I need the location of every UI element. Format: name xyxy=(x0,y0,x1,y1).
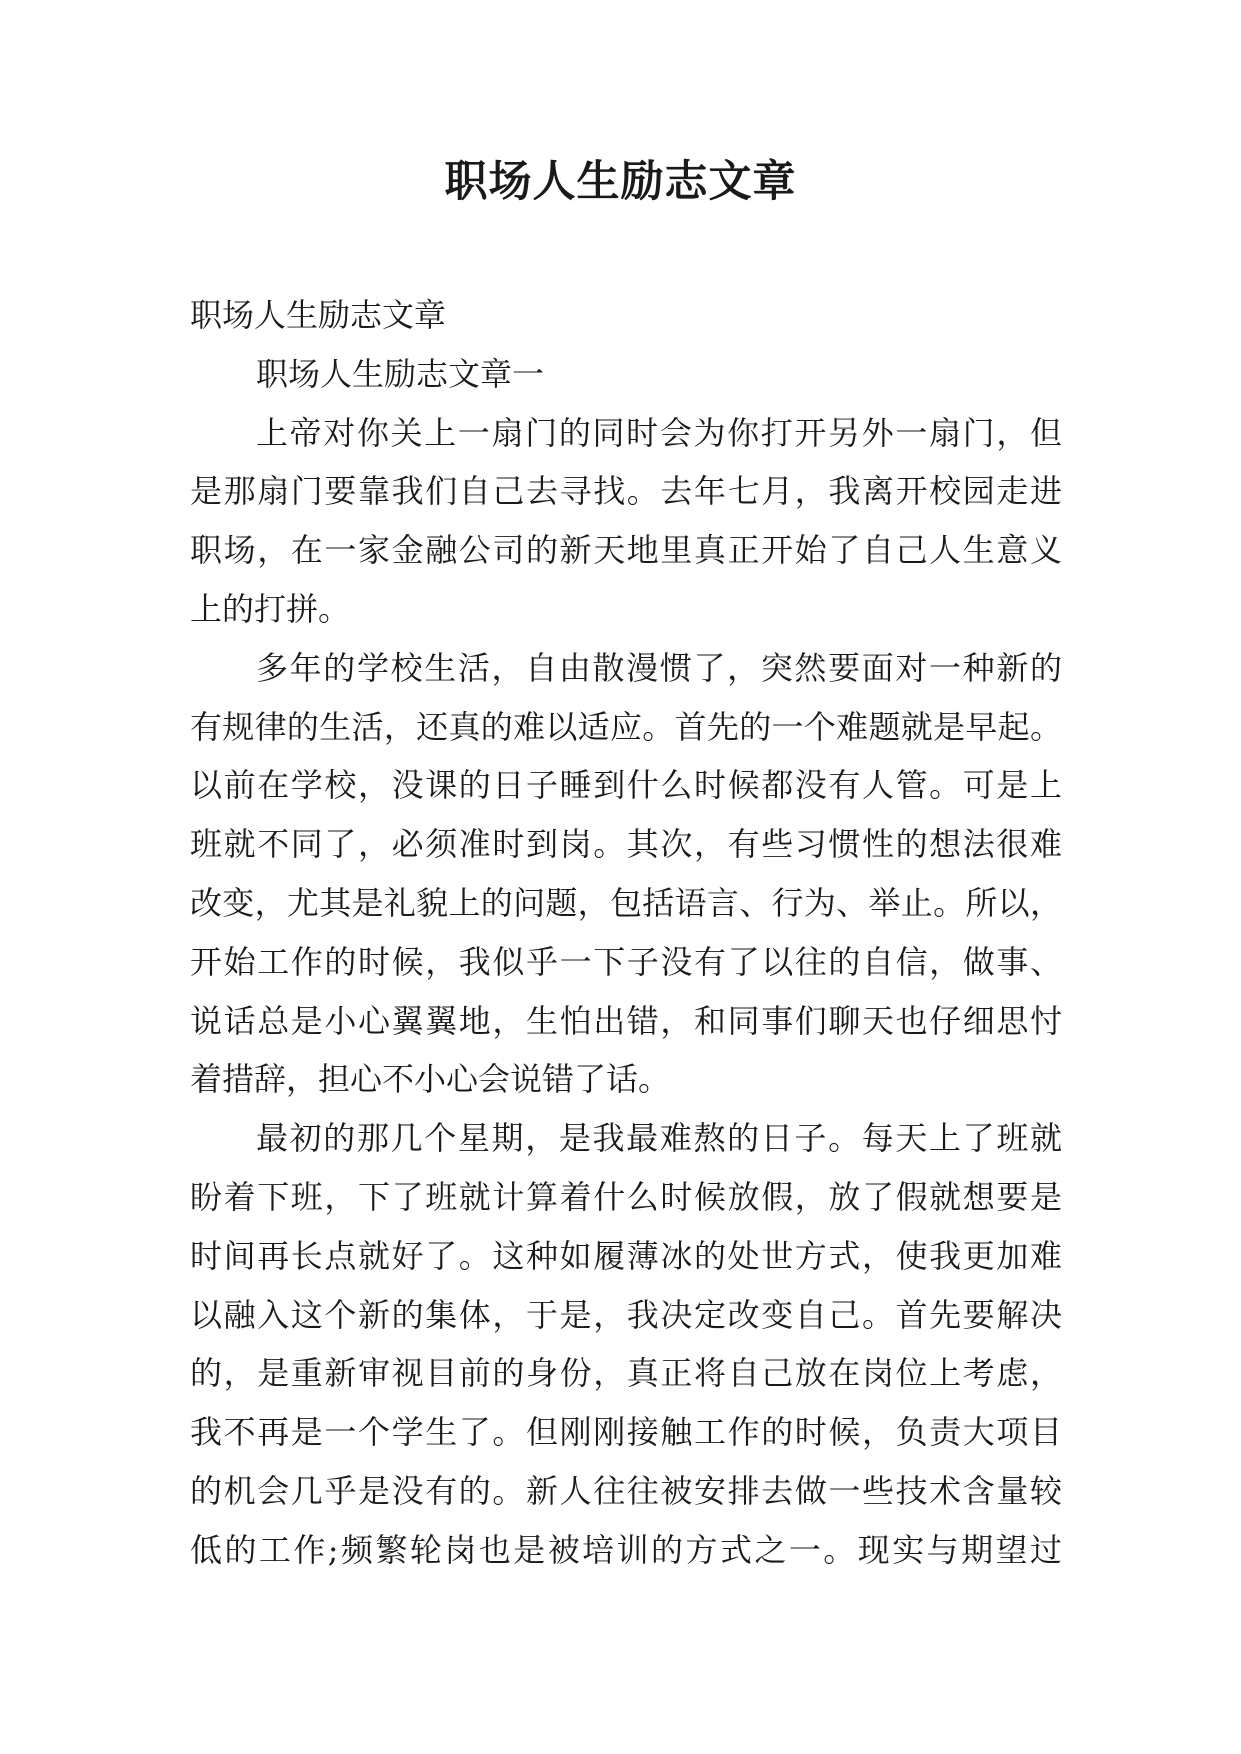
body-line: 职场，在一家金融公司的新天地里真正开始了自己人生意义 xyxy=(190,531,1062,570)
body-line: 上帝对你关上一扇门的同时会为你打开另外一扇门，但 xyxy=(256,413,1062,452)
document-subtitle: 职场人生励志文章 xyxy=(190,296,447,334)
document-body xyxy=(190,286,1062,1580)
body-line: 盼着下班，下了班就计算着什么时候放假，放了假就想要是 xyxy=(190,1177,1062,1216)
body-line: 职场人生励志文章一 xyxy=(256,354,545,393)
body-line: 低的工作;频繁轮岗也是被培训的方式之一。现实与期望过 xyxy=(190,1530,1062,1569)
body-line: 的机会几乎是没有的。新人往往被安排去做一些技术含量较 xyxy=(190,1471,1062,1510)
body-line: 最初的那几个星期，是我最难熬的日子。每天上了班就 xyxy=(256,1119,1062,1158)
body-line: 开始工作的时候，我似乎一下子没有了以往的自信，做事、 xyxy=(190,942,1062,981)
body-line: 我不再是一个学生了。但刚刚接触工作的时候，负责大项目 xyxy=(190,1413,1062,1452)
body-line: 以融入这个新的集体，于是，我决定改变自己。首先要解决 xyxy=(190,1295,1062,1334)
body-line: 改变，尤其是礼貌上的问题，包括语言、行为、举止。所以， xyxy=(190,883,1062,922)
body-line: 是那扇门要靠我们自己去寻找。去年七月，我离开校园走进 xyxy=(190,472,1062,511)
body-line: 以前在学校，没课的日子睡到什么时候都没有人管。可是上 xyxy=(190,766,1062,805)
document-title: 职场人生励志文章 xyxy=(444,157,797,207)
body-line: 有规律的生活，还真的难以适应。首先的一个难题就是早起。 xyxy=(190,707,1062,746)
body-line: 着措辞，担心不小心会说错了话。 xyxy=(190,1060,671,1099)
body-line: 上的打拼。 xyxy=(190,589,351,628)
body-line: 多年的学校生活，自由散漫惯了，突然要面对一种新的 xyxy=(256,648,1062,687)
body-line: 说话总是小心翼翼地，生怕出错，和同事们聊天也仔细思忖 xyxy=(190,1001,1062,1040)
body-line: 的，是重新审视目前的身份，真正将自己放在岗位上考虑， xyxy=(190,1354,1062,1393)
body-line: 时间再长点就好了。这种如履薄冰的处世方式，使我更加难 xyxy=(190,1236,1062,1275)
body-line: 班就不同了，必须准时到岗。其次，有些习惯性的想法很难 xyxy=(190,825,1062,864)
